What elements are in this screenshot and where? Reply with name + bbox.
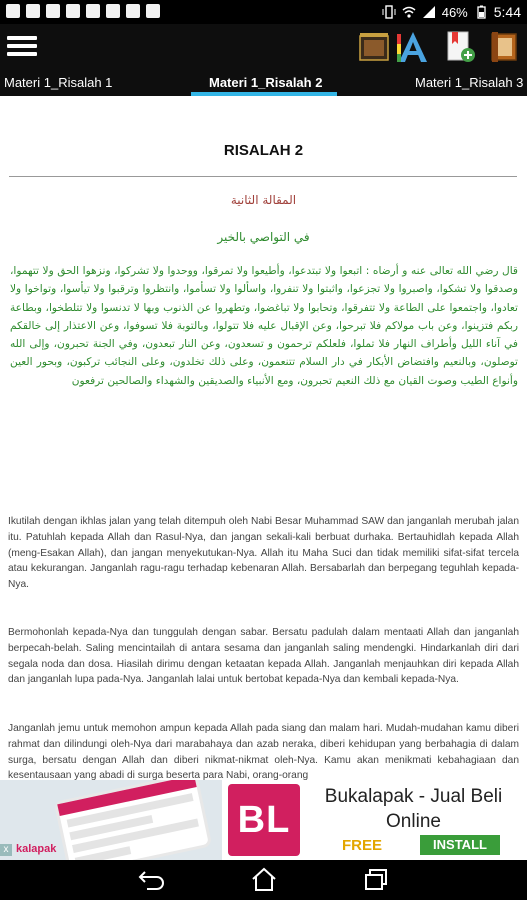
ad-close-button[interactable]: x [0,844,12,856]
arabic-body: قال رضي الله تعالى عنه و أرضاه : اتبعوا ولا تبتدعوا، وأطيعوا ولا تمرقوا، ووحدوا ولا تشركوا، ونزهوا الحق ولا تتهموا، وصدقوا ولا تشكوا، واصبروا ولا تجزعوا، واثبتوا ولا تنفروا، واسألوا ولا تسأموا، وانتظروا وترقبوا ولا تيأسوا، وتواخوا ولا تعادوا، واجتمعوا على الطاعة ولا تتفرقوا، وتحابوا ولا تباغضوا، وتطهروا عن الذنوب وبها لا تدنسوا ولا تتلطخوا، وبطاعة ربكم فتزينوا، وعن باب مولاكم فلا تبرحوا، وعن الإقبال عليه فلا تتولوا، وبالتوبة فلا تسوفوا، وعن الاعتذار إلى خالقكم في آناء الليل وأطراف النهار فلا تملوا، فلعلكم ترحمون و تسعدون، وعن النار تبعدون، وفي الجنة تحبرون، وإلى الله توصلون، وبالنعيم وافتضاض الأبكار في دار السلام تتنعمون، وعلى ذلك تخلدون، وعلى النجائب تركبون، وبحور العين وأنواع الطيب وصوت القيان مع ذلك النعيم تحبرون، ومع الأنبياء والصديقين والشهداء والصالحين ترفعون [10,265,518,387]
ad-install-button[interactable]: INSTALL [420,835,500,855]
paragraph-2: Bermohonlah kepada-Nya dan tunggulah dengan sabar. Bersatu padulah dalam mentaati Allah dan janganlah berpecah-belah. Saling mencintailah di antara sesama dan janganlah saling mendengki. Hindarkanlah diri dari segala noda dan dosa. Hiasilah dirimu dengan ketaatan kepada Allah. Janganlah menjauhkan diri kepada Allah dan janganlah lupa pada-Nya. Janganlah lalai untuk bertobat kepada-Nya dan kembali kepada-Nya. [8,627,519,686]
arabic-heading: المقالة الثانية [230,193,297,207]
store-notification-icon [126,4,140,18]
wifi-icon [402,5,416,19]
clock: 5:44 [493,4,521,20]
back-icon[interactable] [137,866,167,894]
brush-notification-icon [86,4,100,18]
vibrate-icon [382,5,396,19]
ad-free-label: FREE [342,837,383,854]
notification-icons [6,4,160,18]
ad-banner[interactable] [0,780,527,860]
app-notification-icon [66,4,80,18]
paragraph-1: Ikutilah dengan ikhlas jalan yang telah ditempuh oleh Nabi Besar Muhammad SAW dan janganlah merubah jalan itu. Patuhlah kepada Allah dan Rasul-Nya, dan jangan sekali-kali berbuat durhaka. Bertauhidlah kepada Allah (meng-Esakan Allah), dan jangan menyekutukan-Nya. Allah itu Maha Suci dan tidak memiliki sifat-sifat tercela atau kekurangan. Janganlah ragu-ragu terhadap kebenaran Allah. Bersabarlah dan berpegang teguhlah kepada-Nya. [8,516,519,591]
signal-icon [422,5,436,19]
status-bar [0,0,527,24]
ad-logo[interactable]: BL [228,784,300,856]
cleaner-notification-icon [46,4,60,18]
article-title: RISALAH 2 [223,142,304,159]
arabic-subheading: في التواصي بالخير [217,230,310,244]
book-icon[interactable] [488,30,520,64]
system-indicators [382,4,521,20]
ad-brand-small: kalapak [16,843,57,855]
battery-icon [474,5,488,19]
add-bookmark-icon[interactable] [445,30,477,64]
phone-illustration [54,780,213,860]
image-notification-icon [6,4,20,18]
email-notification-icon [26,4,40,18]
paragraph-3: Janganlah jemu untuk memohon ampun kepada Allah pada siang dan malam hari. Mudah-mudahan kamu diberi rahmat dan dilindungi oleh-Nya dari marabahaya dan azab neraka, diberi kehidupan yang berbahagia di dalam surga, bersatu dengan Allah dan diberi nikmat-nikmat oleh-Nya. Kamu akan menikmati kebahagiaan dan kesentausaan yang abadi di surga beserta para Nabi, orang-orang [8,723,519,780]
film-icon[interactable] [358,30,390,64]
chat-notification-icon [146,4,160,18]
tab-risalah-3[interactable]: Materi 1_Risalah 3 [415,75,524,90]
menu-icon[interactable] [7,32,37,62]
ad-title[interactable]: Bukalapak - Jual Beli Online [324,786,503,832]
recent-apps-icon[interactable] [362,866,392,894]
title-divider [9,176,517,177]
ad-image[interactable] [0,780,222,860]
navigation-bar [0,860,527,900]
font-size-icon[interactable] [397,30,429,64]
tab-risalah-2[interactable]: Materi 1_Risalah 2 [209,75,323,90]
battery-percent: 46% [441,4,468,20]
upload-notification-icon [106,4,120,18]
article-content[interactable] [0,96,527,780]
home-icon[interactable] [249,866,279,894]
tab-risalah-1[interactable]: Materi 1_Risalah 1 [4,75,113,90]
app-bar [0,24,527,70]
